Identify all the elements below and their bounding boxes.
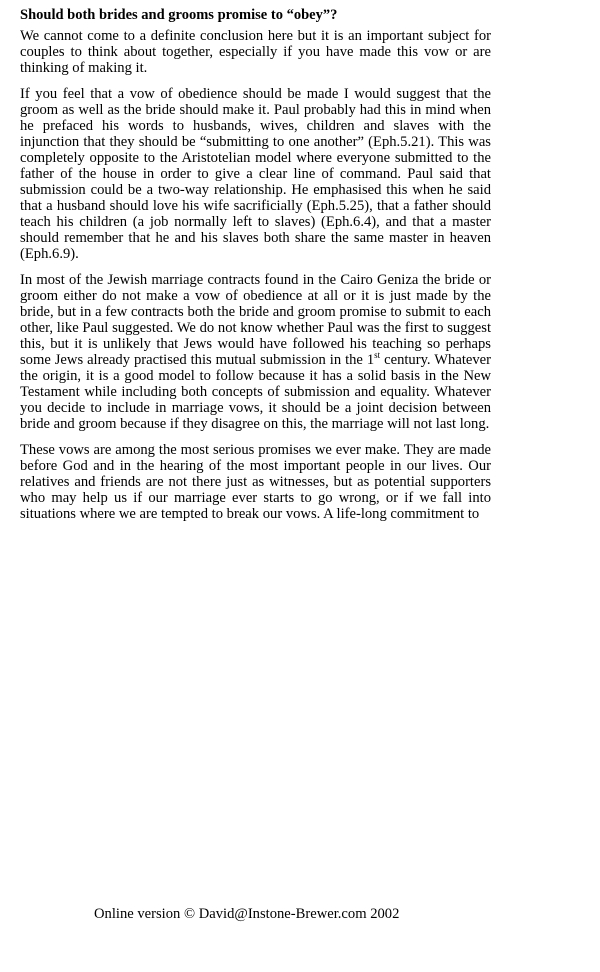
document-page [20, 6, 491, 532]
paragraph-jewish-contracts-part2: century. Whatever the origin, it is a good model to follow because it has a solid basis in the New Testament while including both concepts of submission and equality. Whatever you decide to include in marriage vows, it should be a joint decision between bride and groom because if they disagree on this, the marriage will not last long. [20, 352, 491, 432]
page-footer: Online version © David@Instone-Brewer.com 2002 [94, 906, 400, 922]
paragraph-intro: We cannot come to a definite conclusion here but it is an important subject for couples to think about together, especially if you have made this vow or are thinking of making it. [20, 28, 491, 76]
section-heading: Should both brides and grooms promise to “obey”? [20, 7, 338, 23]
ordinal-superscript: st [374, 350, 381, 361]
paragraph-jewish-contracts-part1: In most of the Jewish marriage contracts found in the Cairo Geniza the bride or groom either do not make a vow of obedience at all or it is just made by the bride, but in a few contracts both the bride and groom promise to submit to each other, like Paul suggested. We do not know whether Paul was the first to suggest this, but it is unlikely that Jews would have followed his teaching so perhaps some Jews already practised this mutual submission in the 1 [20, 272, 491, 368]
paragraph-jewish-contracts [20, 272, 491, 432]
paragraph-mutual-submission: If you feel that a vow of obedience should be made I would suggest that the groom as well as the bride should make it. Paul probably had this in mind when he prefaced his words to husbands, wives, children and slaves with the injunction that they should be “submitting to one another” (Eph.5.21). This was completely opposite to the Aristotelian model where everyone submitted to the father of the house in order to give a clear line of command. Paul said that submission could be a two-way relationship. He emphasised this when he said that a husband should love his wife sacrificially (Eph.5.25), that a father should teach his children (a job normally left to slaves) (Eph.6.4), and that a master should remember that he and his slaves both share the same master in heaven (Eph.6.9). [20, 86, 491, 262]
paragraph-serious-promises: These vows are among the most serious promises we ever make. They are made before God and in the hearing of the most important people in our lives. Our relatives and friends are not there just as witnesses, but as potential supporters who may help us if our marriage ever starts to go wrong, or if we fall into situations where we are tempted to break our vows. A life-long commitment to [20, 442, 491, 522]
